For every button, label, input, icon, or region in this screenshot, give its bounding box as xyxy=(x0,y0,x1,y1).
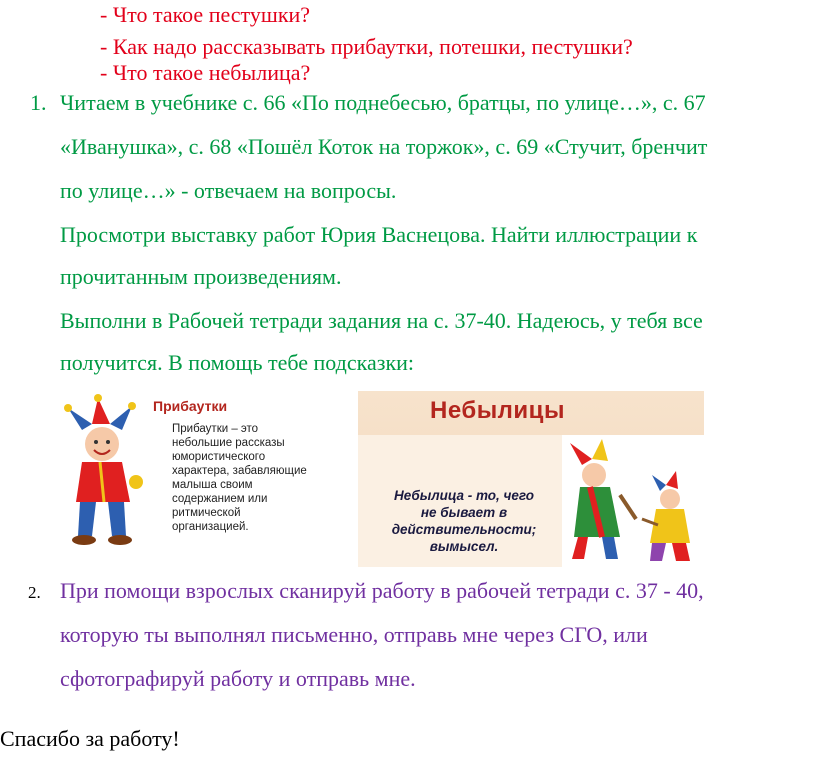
card-text: Небылица - то, чего не бывает в действительности; вымысел. xyxy=(391,488,537,554)
item1-line: получится. В помощь тебе подсказки: xyxy=(60,350,415,375)
question-line: - Как надо рассказывать прибаутки, потешки, пестушки? xyxy=(100,34,633,59)
card-title: Прибаутки xyxy=(153,398,228,414)
question-line: - Что такое пестушки? xyxy=(100,2,311,27)
card-title: Небылицы xyxy=(430,397,565,424)
question-line: - Что такое небылица? xyxy=(100,60,311,85)
item2-line: сфотографируй работу и отправь мне. xyxy=(60,666,416,691)
item2-line: При помощи взрослых сканируй работу в рабочей тетради с. 37 - 40, xyxy=(60,578,704,603)
item2-line: которую ты выполнял письменно, отправь мне через СГО, или xyxy=(60,622,648,647)
card-illustration xyxy=(562,435,704,567)
item1-line: Просмотри выставку работ Юрия Васнецова. Найти иллюстрации к xyxy=(60,222,698,247)
jesters-icon xyxy=(562,435,704,567)
item1-line: прочитанным произведениям. xyxy=(60,264,342,289)
nebylitsy-card xyxy=(358,391,704,567)
pribautki-card xyxy=(60,390,350,550)
item1-line: Читаем в учебнике с. 66 «По поднебесью, братцы, по улице…», с. 67 xyxy=(60,90,706,115)
item1-line: по улице…» - отвечаем на вопросы. xyxy=(60,178,397,203)
jester-icon xyxy=(60,390,160,550)
closing-text: Спасибо за работу! xyxy=(0,726,180,751)
list-number: 1. xyxy=(30,90,47,115)
list-number: 2. xyxy=(28,583,41,602)
item1-line: Выполни в Рабочей тетради задания на с. 37-40. Надеюсь, у тебя все xyxy=(60,308,703,333)
item1-line: «Иванушка», с. 68 «Пошёл Коток на торжок», с. 69 «Стучит, бренчит xyxy=(60,134,708,159)
card-text: Прибаутки – это небольшие рассказы юмористического характера, забавляющие малыша своим содержанием или ритмической организацией. xyxy=(172,423,307,533)
